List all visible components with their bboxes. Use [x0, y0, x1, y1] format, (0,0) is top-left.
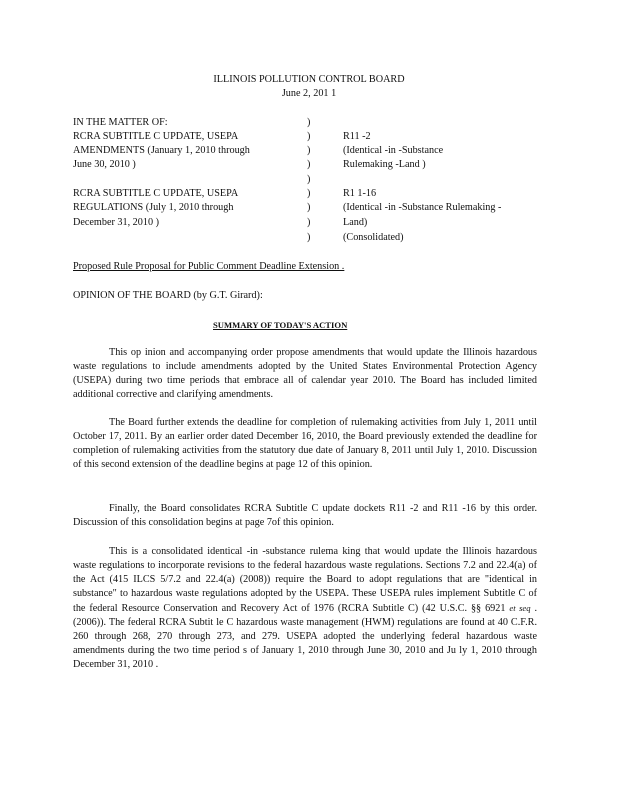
- caption-paren: ): [307, 217, 311, 228]
- caption-paren: ): [307, 174, 311, 185]
- caption-paren: ): [307, 232, 311, 243]
- caption-left-line: IN THE MATTER OF:: [73, 117, 168, 128]
- caption-left-line: June 30, 2010 ): [73, 159, 136, 170]
- summary-heading: SUMMARY OF TODAY'S ACTION: [213, 320, 348, 330]
- paragraph-consolidation: [73, 502, 537, 530]
- caption-left-line: REGULATIONS (July 1, 2010 through: [73, 202, 234, 213]
- paragraph-text: This op inion and accompanying order propose amendments that would update the Illinois hazardous waste regulations to include amendments adopted by the United States Environmental Protection Agency (USEPA) during two time periods that embrace all of calendar year 2010. The Board has included limited additional corrective and clarifying amendments.: [73, 347, 537, 400]
- caption-right-line: Rulemaking -Land ): [343, 159, 426, 170]
- board-title: ILLINOIS POLLUTION CONTROL BOARD: [213, 74, 405, 85]
- caption-right-line: (Identical -in -Substance Rulemaking -: [343, 202, 502, 213]
- paragraph-deadline: [73, 416, 537, 472]
- caption-paren: ): [307, 188, 311, 199]
- paragraph-text-part: This is a consolidated identical -in -substance rulema king that would update the Illinois hazardous waste regulations to incorporate revisions to the federal hazardous waste regulations. Sections 7.2 and 22.4(a) of the Act (415 ILCS 5/7.2 and 22.4(a) (2008)) require the Board to adopt regulations that are "identical in substance" to hazardous waste regulations adopted by the USEPA. These USEPA rules implement Subtitle C of the federal Resource Conservation and Recovery Act of 1976 (RCRA Subtitle C) (42 U.S.C. §§ 6921: [73, 546, 537, 614]
- paragraph-text-part: . (2006)). The federal RCRA Subtit le C hazardous waste management (HWM) regulations are found at 40 C.F.R. 260 through 268, 270 through 273, and 279. USEPA adopted the underlying federal hazardous waste amendments during the two time period s of January 1, 2010 through June 30, 2010 and Ju ly 1, 2010 through December 31, 2010 .: [73, 603, 538, 670]
- caption-paren: ): [307, 145, 311, 156]
- et-seq: et seq: [509, 603, 531, 613]
- paragraph-text: The Board further extends the deadline for completion of rulemaking activities from July 1, 2011 until October 17, 2011. By an earlier order dated December 16, 2010, the Board previously extended the deadline for completion of rulemaking activities from the statutory due date of January 8, 2011 until July 1, 2010. Discussion of this second extension of the deadline begins at page 12 of this opinion.: [73, 417, 537, 470]
- caption-left-line: December 31, 2010 ): [73, 217, 159, 228]
- docket-number: R1 1-16: [343, 188, 377, 199]
- paragraph-text: [73, 545, 537, 672]
- caption-right-line: (Identical -in -Substance: [343, 145, 444, 156]
- proposal-line: Proposed Rule Proposal for Public Comment Deadline Extension .: [73, 261, 345, 272]
- caption-paren: ): [307, 117, 311, 128]
- document-date: June 2, 201 1: [281, 88, 337, 99]
- opinion-heading: OPINION OF THE BOARD (by G.T. Girard):: [73, 290, 263, 301]
- caption-left-line: RCRA SUBTITLE C UPDATE, USEPA: [73, 188, 239, 199]
- paragraph-summary: [73, 346, 537, 402]
- paragraph-identical-in-substance: [73, 545, 537, 672]
- caption-left-line: AMENDMENTS (January 1, 2010 through: [73, 145, 250, 156]
- caption-paren: ): [307, 202, 311, 213]
- paragraph-text: Finally, the Board consolidates RCRA Subtitle C update dockets R11 -2 and R11 -16 by this order. Discussion of this consolidation begins at page 7of this opinion.: [73, 503, 537, 528]
- caption-right-line: (Consolidated): [343, 232, 404, 243]
- caption-left-line: RCRA SUBTITLE C UPDATE, USEPA: [73, 131, 239, 142]
- caption-right-line: Land): [343, 217, 368, 228]
- caption-paren: ): [307, 159, 311, 170]
- caption-paren: ): [307, 131, 311, 142]
- docket-number: R11 -2: [343, 131, 371, 142]
